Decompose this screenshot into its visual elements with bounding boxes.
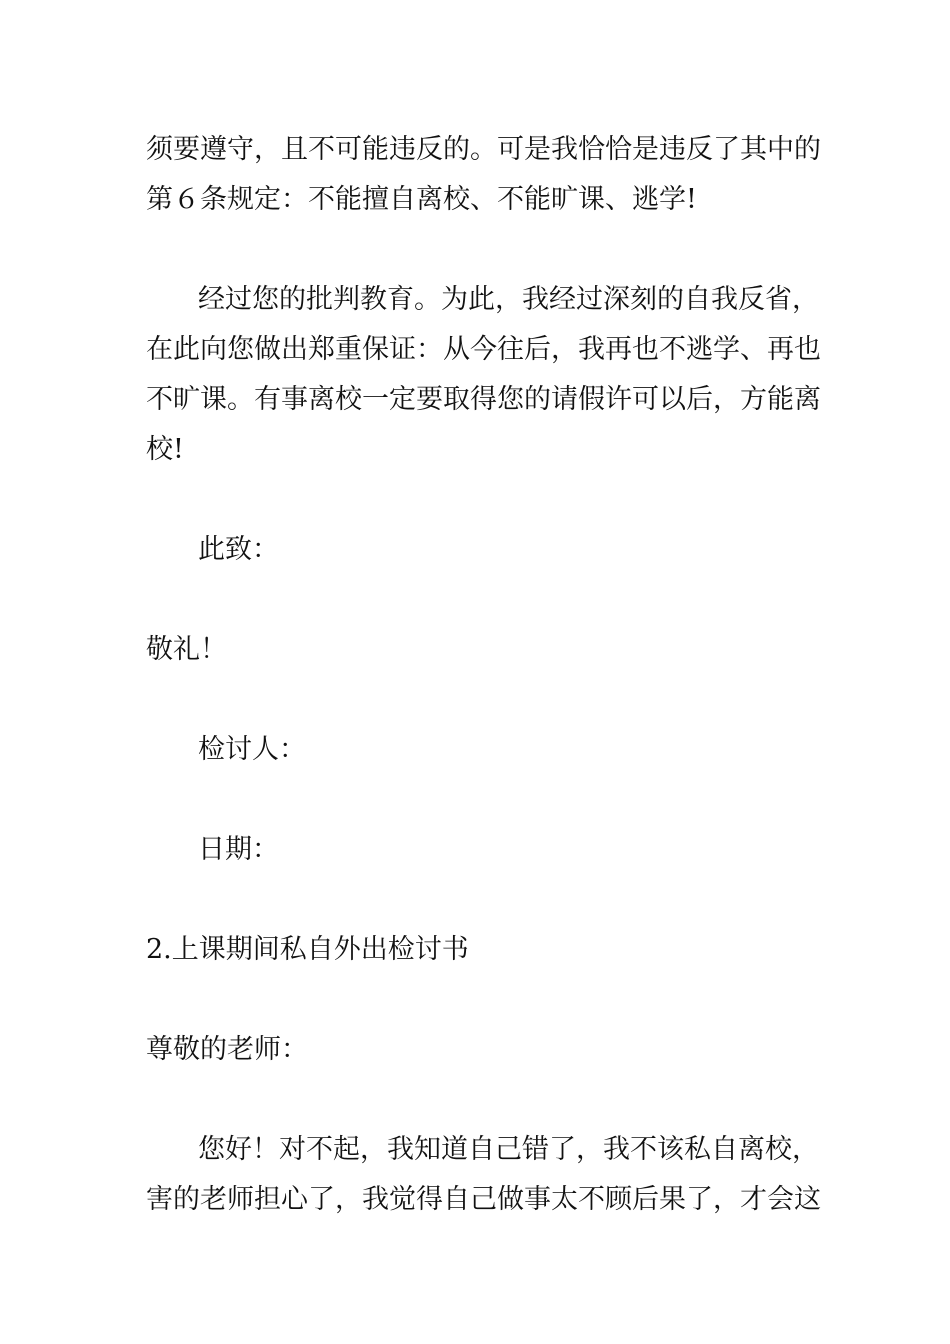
date-label: 日期：: [198, 834, 279, 865]
section-2-title: 2.上课期间私自外出检讨书: [146, 934, 469, 965]
paragraph-2-line-4: 校!: [146, 434, 184, 465]
paragraph-2-line-1: 经过您的批判教育。为此，我经过深刻的自我反省，: [198, 284, 819, 315]
signature-label: 检讨人：: [198, 734, 306, 765]
closing-jingli: 敬礼！: [146, 634, 227, 665]
paragraph-3-line-2: 害的老师担心了，我觉得自己做事太不顾后果了，才会这: [146, 1184, 821, 1215]
paragraph-1-line-2: 第６条规定：不能擅自离校、不能旷课、逃学!: [146, 184, 697, 215]
paragraph-3-line-1: 您好！对不起，我知道自己错了，我不该私自离校，: [198, 1134, 819, 1165]
paragraph-1-line-1: 须要遵守，且不可能违反的。可是我恰恰是违反了其中的: [146, 134, 821, 165]
paragraph-2-line-2: 在此向您做出郑重保证：从今往后，我再也不逃学、再也: [146, 334, 821, 365]
paragraph-2-line-3: 不旷课。有事离校一定要取得您的请假许可以后，方能离: [146, 384, 821, 415]
closing-cizhi: 此致：: [198, 534, 279, 565]
salutation: 尊敬的老师：: [146, 1034, 308, 1065]
